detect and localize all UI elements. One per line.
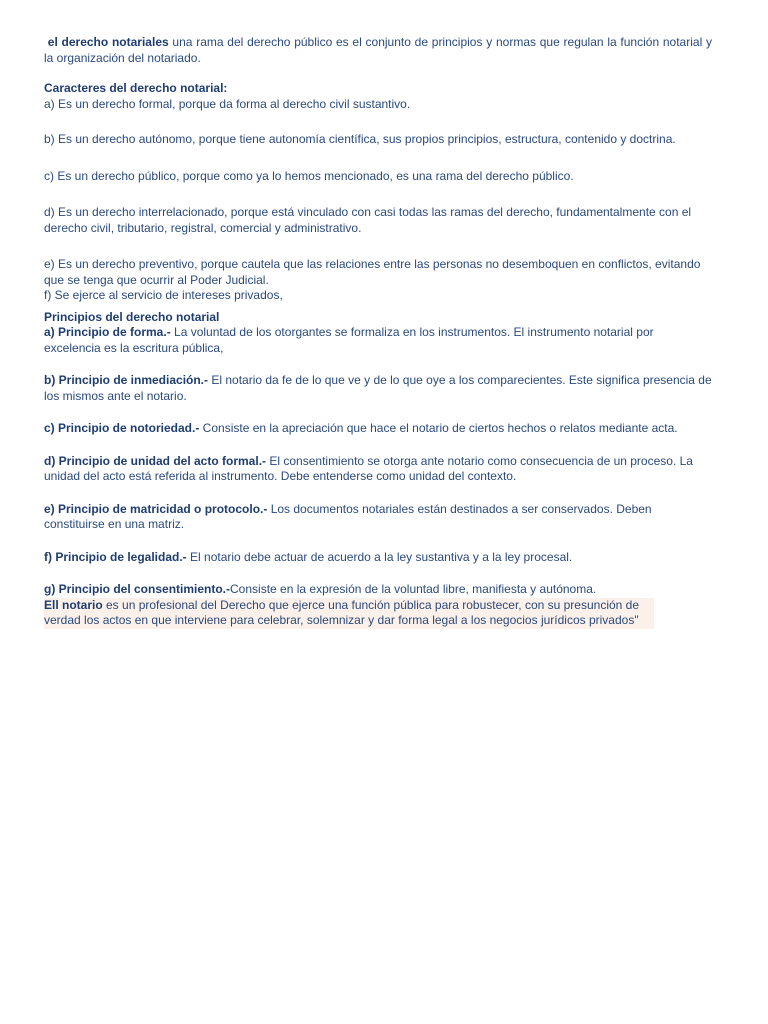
principio-label: d) Principio de unidad del acto formal.- [44, 453, 267, 468]
notario-term: Ell notario [44, 597, 103, 612]
caracter-item-e: e) Es un derecho preventivo, porque cautela que las relaciones entre las personas no desemboquen en conflictos, evitando que se tenga que ocurrir al Poder Judicial. [44, 257, 701, 287]
principio-label: a) Principio de forma.- [44, 325, 171, 339]
principio-label: f) Principio de legalidad.- [44, 549, 187, 564]
caracter-item-d: d) Es un derecho interrelacionado, porque está vinculado con casi todas las ramas del derecho, fundamentalmente con el derecho civil, tributario, registral, comercial y administrativo. [44, 205, 692, 235]
caracter-item-f: f) Se ejerce al servicio de intereses privados, [44, 288, 283, 302]
principio-label: c) Principio de notoriedad.- [44, 421, 200, 435]
principio-item-d [44, 454, 712, 485]
intro-term: el derecho notariales [47, 35, 169, 49]
intro-paragraph [44, 35, 712, 66]
principio-text: El notario debe actuar de acuerdo a la ley sustantiva y a la ley procesal. [186, 549, 573, 564]
principios-heading: Principios del derecho notarial [44, 309, 220, 324]
principio-item-b [44, 373, 712, 404]
principio-text: El notario da fe de lo que ve y de lo que oye a los comparecientes. Este significa presencia de los mismos ante el notario. [44, 373, 712, 403]
principio-text: Consiste en la apreciación que hace el notario de ciertos hechos o relatos mediante acta. [199, 421, 678, 435]
notario-paragraph [44, 598, 654, 629]
principio-label: g) Principio del consentimiento.- [44, 582, 231, 596]
caracter-item-b: b) Es un derecho autónomo, porque tiene autonomía científica, sus propios principios, estructura, contenido y doctrina. [44, 132, 676, 146]
principio-label: e) Principio de matricidad o protocolo.- [44, 501, 268, 516]
principio-text: Los documentos notariales están destinados a ser conservados. Deben constituirse en una matriz. [44, 501, 652, 531]
principio-item-c [44, 421, 712, 437]
principio-item-f [44, 550, 712, 566]
principio-item-e [44, 502, 712, 533]
principio-label: b) Principio de inmediación.- [44, 373, 209, 387]
intro-text: una rama del derecho público es el conjunto de principios y normas que regulan la función notarial y la organización del notariado. [44, 35, 712, 65]
principio-item-g [44, 582, 712, 598]
notario-text: es un profesional del Derecho que ejerce una función pública para robustecer, con su presunción de verdad los actos en que interviene para celebrar, solemnizar y dar forma legal a los negocios jurídicos privados" [44, 597, 640, 627]
caracter-item-a: a) Es un derecho formal, porque da forma al derecho civil sustantivo. [44, 96, 411, 111]
document-page [44, 35, 712, 629]
caracteres-heading: Caracteres del derecho notarial: [44, 81, 228, 95]
principio-item-a [44, 325, 712, 356]
principio-text: La voluntad de los otorgantes se formaliza en los instrumentos. El instrumento notarial por excelencia es la escritura pública, [44, 325, 654, 355]
caracter-item-c: c) Es un derecho público, porque como ya lo hemos mencionado, es una rama del derecho público. [44, 168, 574, 183]
principio-text: El consentimiento se otorga ante notario como consecuencia de un proceso. La unidad del acto está referida al instrumento. Debe entenderse como unidad del contexto. [44, 453, 693, 483]
principio-text: Consiste en la expresión de la voluntad libre, manifiesta y autónoma. [230, 582, 597, 596]
